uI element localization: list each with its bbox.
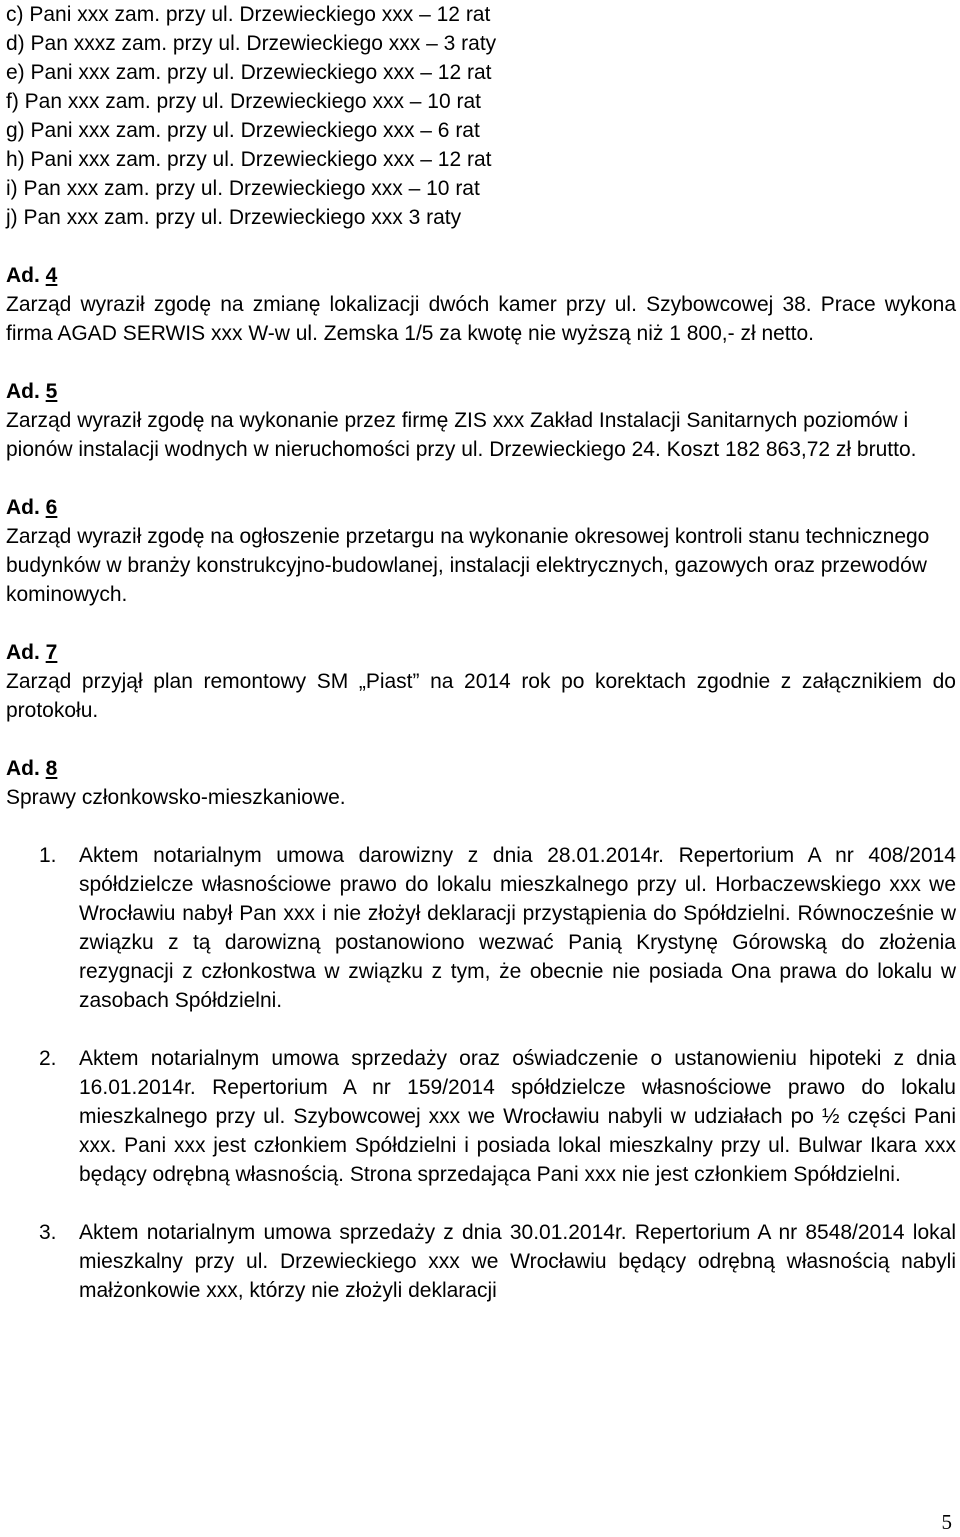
heading-prefix: Ad. (6, 757, 46, 780)
section-text: Sprawy członkowsko-mieszkaniowe. (6, 786, 346, 809)
heading-prefix: Ad. (6, 380, 46, 403)
section-ad-8 (6, 754, 956, 812)
list-item: j) Pan xxx zam. przy ul. Drzewieckiego xxx 3 raty (6, 206, 462, 229)
membership-items-list (6, 841, 956, 1305)
section-heading (6, 638, 956, 667)
heading-prefix: Ad. (6, 496, 46, 519)
list-item: h) Pani xxx zam. przy ul. Drzewieckiego xxx – 12 rat (6, 148, 492, 171)
heading-prefix: Ad. (6, 641, 46, 664)
item-text: Aktem notarialnym umowa sprzedaży z dnia 30.01.2014r. Repertorium A nr 8548/2014 lokal mieszkalny przy ul. Drzewieckiego xxx we Wrocławiu będący odrębną własnością nabyli małżonkowie xxx, którzy nie złożyli deklaracji (79, 1221, 956, 1302)
section-text: Zarząd przyjął plan remontowy SM „Piast” na 2014 rok po korektach zgodnie z załącznikiem do protokołu. (6, 670, 956, 722)
heading-prefix: Ad. (6, 264, 46, 287)
section-heading (6, 377, 956, 406)
item-text: Aktem notarialnym umowa sprzedaży oraz oświadczenie o ustanowieniu hipoteki z dnia 16.01.2014r. Repertorium A nr 159/2014 spółdzielcze własnościowe prawo do lokalu mieszkalnego przy ul. Szybowcowej xxx we Wrocławiu nabyli w udziałach po ½ części Pani xxx. Pani xxx jest członkiem Spółdzielni i posiada lokal mieszkalny przy ul. Bulwar Ikara xxx będący odrębną własnością. Strona sprzedająca Pani xxx nie jest członkiem Spółdzielni. (79, 1047, 956, 1186)
item-marker: 2. (39, 1047, 57, 1070)
document-page (6, 0, 956, 1334)
list-item (6, 841, 956, 1015)
section-heading (6, 754, 956, 783)
section-text: Zarząd wyraził zgodę na zmianę lokalizacji dwóch kamer przy ul. Szybowcowej 38. Prace wykona firma AGAD SERWIS xxx W-w ul. Zemska 1/5 za kwotę nie wyższą niż 1 800,- zł netto. (6, 293, 956, 345)
list-item: d) Pan xxxz zam. przy ul. Drzewieckiego xxx – 3 raty (6, 32, 497, 55)
item-marker: 1. (39, 844, 57, 867)
heading-number: 6 (45, 496, 58, 519)
heading-number: 5 (45, 380, 58, 403)
list-item (6, 1044, 956, 1189)
section-text: Zarząd wyraził zgodę na ogłoszenie przetargu na wykonanie okresowej kontroli stanu technicznego budynków w branży konstrukcyjno-budowlanej, instalacji elektrycznych, gazowych oraz przewodów kominowych. (6, 525, 930, 606)
section-text: Zarząd wyraził zgodę na wykonanie przez firmę ZIS xxx Zakład Instalacji Sanitarnych poziomów i pionów instalacji wodnych w nieruchomości przy ul. Drzewieckiego 24. Koszt 182 863,72 zł brutto. (6, 409, 917, 461)
list-item: f) Pan xxx zam. przy ul. Drzewieckiego xxx – 10 rat (6, 90, 481, 113)
section-ad-5 (6, 377, 956, 464)
section-ad-7 (6, 638, 956, 725)
section-heading (6, 261, 956, 290)
item-marker: 3. (39, 1221, 57, 1244)
page-number: 5 (941, 1510, 952, 1534)
item-text: Aktem notarialnym umowa darowizny z dnia 28.01.2014r. Repertorium A nr 408/2014 spółdzielcze własnościowe prawo do lokalu mieszkalnego przy ul. Horbaczewskiego xxx we Wrocławiu nabył Pan xxx i nie złożył deklaracji przystąpienia do Spółdzielni. Równocześnie w związku z tą darowizną postanowiono wezwać Panią Krystynę Górowską do złożenia rezygnacji z członkostwa w związku z tym, że obecnie nie posiada Ona prawa do lokalu w zasobach Spółdzielni. (79, 844, 956, 1012)
section-heading (6, 493, 956, 522)
heading-number: 7 (45, 641, 58, 664)
list-item: g) Pani xxx zam. przy ul. Drzewieckiego xxx – 6 rat (6, 119, 480, 142)
list-item: i) Pan xxx zam. przy ul. Drzewieckiego xxx – 10 rat (6, 177, 480, 200)
heading-number: 4 (45, 264, 58, 287)
list-item: c) Pani xxx zam. przy ul. Drzewieckiego xxx – 12 rat (6, 3, 491, 26)
section-ad-6 (6, 493, 956, 609)
heading-number: 8 (45, 757, 58, 780)
list-item: e) Pani xxx zam. przy ul. Drzewieckiego xxx – 12 rat (6, 61, 492, 84)
list-item (6, 1218, 956, 1305)
section-ad-4 (6, 261, 956, 348)
installment-list (6, 0, 956, 232)
